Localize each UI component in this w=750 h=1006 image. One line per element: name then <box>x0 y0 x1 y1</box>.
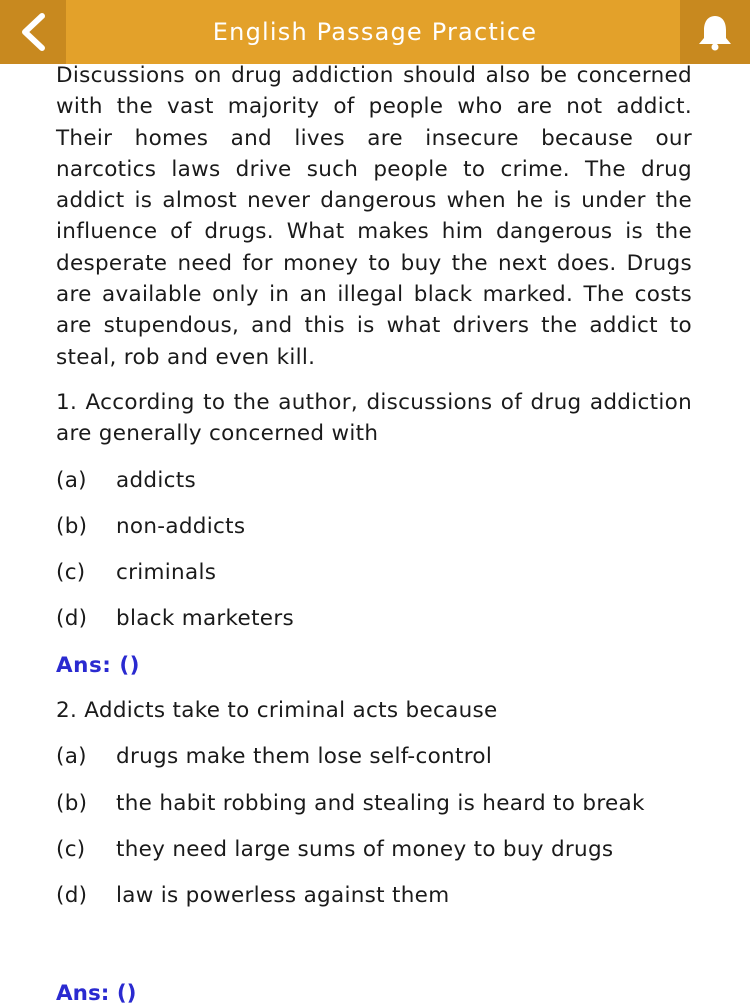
option-b[interactable] <box>56 511 692 542</box>
answer-text-partial <box>56 981 166 1006</box>
option-label: (a) <box>56 467 87 493</box>
answer-text: Ans: () <box>56 981 137 1006</box>
option-text: non-addicts <box>116 513 246 539</box>
question-text: 1. According to the author, discussions of drug addiction are generally concerned with <box>56 389 692 447</box>
option-a[interactable] <box>56 741 692 772</box>
passage-text: Discussions on drug addiction should also be concerned with the vast majority of people who are not addict. Their homes and lives are insecure because our narcotics laws drive such people to crime. The drug addict is almost never dangerous when he is under the influence of drugs. What makes him dangerous is the desperate need for money to buy the next does. Drugs are available only in an illegal black marked. The costs are stupendous, and this is what drivers the addict to steal, rob and even kill. <box>56 63 692 370</box>
notification-button[interactable] <box>680 0 750 64</box>
option-label: (c) <box>56 836 86 862</box>
back-button[interactable] <box>0 0 66 64</box>
app-header <box>0 0 750 64</box>
option-label: (c) <box>56 560 86 586</box>
option-label: (b) <box>56 790 88 816</box>
option-text: criminals <box>116 560 217 586</box>
option-d[interactable] <box>56 880 692 911</box>
option-d[interactable] <box>56 603 692 634</box>
option-text: law is powerless against them <box>116 883 450 909</box>
option-a[interactable] <box>56 465 692 496</box>
answer-text: Ans: () <box>56 652 140 678</box>
option-c[interactable] <box>56 557 692 588</box>
option-c[interactable] <box>56 834 692 865</box>
question-text: 2. Addicts take to criminal acts because <box>56 698 498 724</box>
bell-icon <box>694 12 736 52</box>
option-label: (d) <box>56 606 88 632</box>
option-label: (d) <box>56 883 88 909</box>
option-text: addicts <box>116 467 196 493</box>
question-block-1 <box>56 387 692 681</box>
option-label: (b) <box>56 513 88 539</box>
passage-content <box>56 60 692 912</box>
page-title: English Passage Practice <box>212 18 538 46</box>
question-block-2 <box>56 695 692 911</box>
option-label: (a) <box>56 744 87 770</box>
option-text: the habit robbing and stealing is heard to break <box>116 790 645 816</box>
option-text: black marketers <box>116 606 294 632</box>
option-b[interactable] <box>56 788 692 819</box>
chevron-left-icon <box>16 12 50 52</box>
option-text: drugs make them lose self-control <box>116 744 493 770</box>
option-text: they need large sums of money to buy drugs <box>116 836 614 862</box>
